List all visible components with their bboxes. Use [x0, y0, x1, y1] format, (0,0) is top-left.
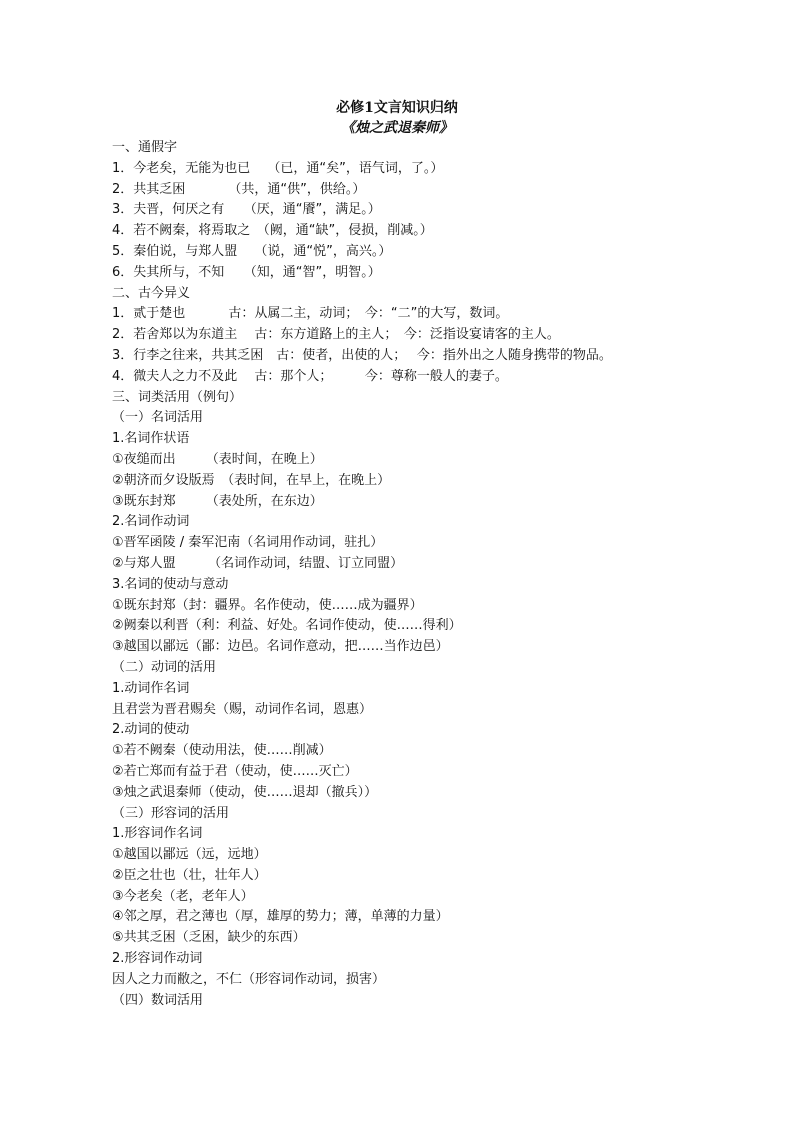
text-line: 1．贰于楚也 古：从属二主，动词； 今：“二”的大写，数词。	[112, 306, 509, 322]
subsection-heading: （一）名词活用	[112, 410, 204, 426]
text-line: ②若亡郑而有益于君（使动，使……灭亡）	[112, 763, 358, 779]
subsection-heading: （三）形容词的活用	[112, 805, 230, 821]
text-line: ③今老矣（老，老年人）	[112, 888, 254, 904]
text-line: ③既东封郑 （表处所，在东边）	[112, 493, 323, 509]
text-line: 3．行李之往来，共其乏困 古：使者，出使的人； 今：指外出之人随身携带的物品。	[112, 347, 612, 363]
text-line: 且君尝为晋君赐矣（赐，动词作名词，恩惠）	[112, 701, 373, 717]
section-heading: 二、古今异义	[112, 285, 191, 301]
document-title: 必修1文言知识归纳	[336, 100, 458, 116]
subsection-heading: （二）动词的活用	[112, 659, 217, 675]
section-heading: 一、通假字	[112, 140, 178, 155]
text-line: ②臣之壮也（壮，壮年人）	[112, 867, 267, 883]
text-line: ①夜缒而出 （表时间，在晚上）	[112, 451, 323, 467]
text-line: 因人之力而敝之，不仁（形容词作动词，损害）	[112, 971, 386, 987]
text-line: 4．若不阙秦，将焉取之 （阙，通“缺”，侵损，削减。）	[112, 223, 433, 239]
topic-heading: 2.名词作动词	[112, 514, 190, 530]
text-line: 5．秦伯说，与郑人盟 （说，通“悦”，高兴。）	[112, 243, 392, 259]
text-line: ②阙秦以利晋（利：利益、好处。名词作使动，使……得利）	[112, 618, 462, 634]
text-line: 2．共其乏困 （共，通“供”，供给。）	[112, 181, 366, 197]
topic-heading: 1.名词作状语	[112, 431, 190, 447]
topic-heading: 1.动词作名词	[112, 680, 190, 696]
text-line: ③越国以鄙远（鄙：边邑。名词作意动，把……当作边邑）	[112, 639, 449, 655]
text-line: ②朝济而夕设版焉 （表时间，在早上，在晚上）	[112, 472, 391, 488]
topic-heading: 2.形容词作动词	[112, 951, 203, 967]
text-line: 1．今老矣，无能为也已 （已，通“矣”，语气词，了。）	[112, 160, 444, 176]
text-line: ④邻之厚，君之薄也（厚，雄厚的势力；薄，单薄的力量）	[112, 909, 449, 925]
text-line: ③烛之武退秦师（使动，使……退却（撤兵））	[112, 784, 378, 800]
text-line: 6．失其所与，不知 （知，通“智”，明智。）	[112, 264, 381, 280]
text-line: ⑤共其乏困（乏困，缺少的东西）	[112, 930, 306, 946]
topic-heading: 2.动词的使动	[112, 722, 190, 738]
topic-heading: 1.形容词作名词	[112, 826, 203, 842]
text-line: ①若不阙秦（使动用法，使……削减）	[112, 743, 332, 759]
subsection-heading: （四）数词活用	[112, 992, 204, 1008]
text-line: 3．夫晋，何厌之有 （厌，通“餍”，满足。）	[112, 202, 381, 218]
text-line: ①晋军函陵 / 秦军汜南（名词用作动词，驻扎）	[112, 535, 384, 551]
text-line: ①既东封郑（封：疆界。名作使动，使……成为疆界）	[112, 597, 423, 613]
document-subtitle: 《烛之武退秦师》	[341, 120, 453, 136]
topic-heading: 3.名词的使动与意动	[112, 576, 229, 592]
document-body	[112, 138, 772, 1011]
text-line: 4．微夫人之力不及此 古：那个人； 今：尊称一般人的妻子。	[112, 368, 508, 384]
text-line: ①越国以鄙远（远，远地）	[112, 847, 267, 863]
text-line: ②与郑人盟 （名词作动词，结盟、订立同盟）	[112, 555, 404, 571]
text-line: 2．若舍郑以为东道主 古：东方道路上的主人； 今：泛指设宴请客的主人。	[112, 327, 560, 343]
section-heading: 三、词类活用（例句）	[112, 389, 243, 405]
